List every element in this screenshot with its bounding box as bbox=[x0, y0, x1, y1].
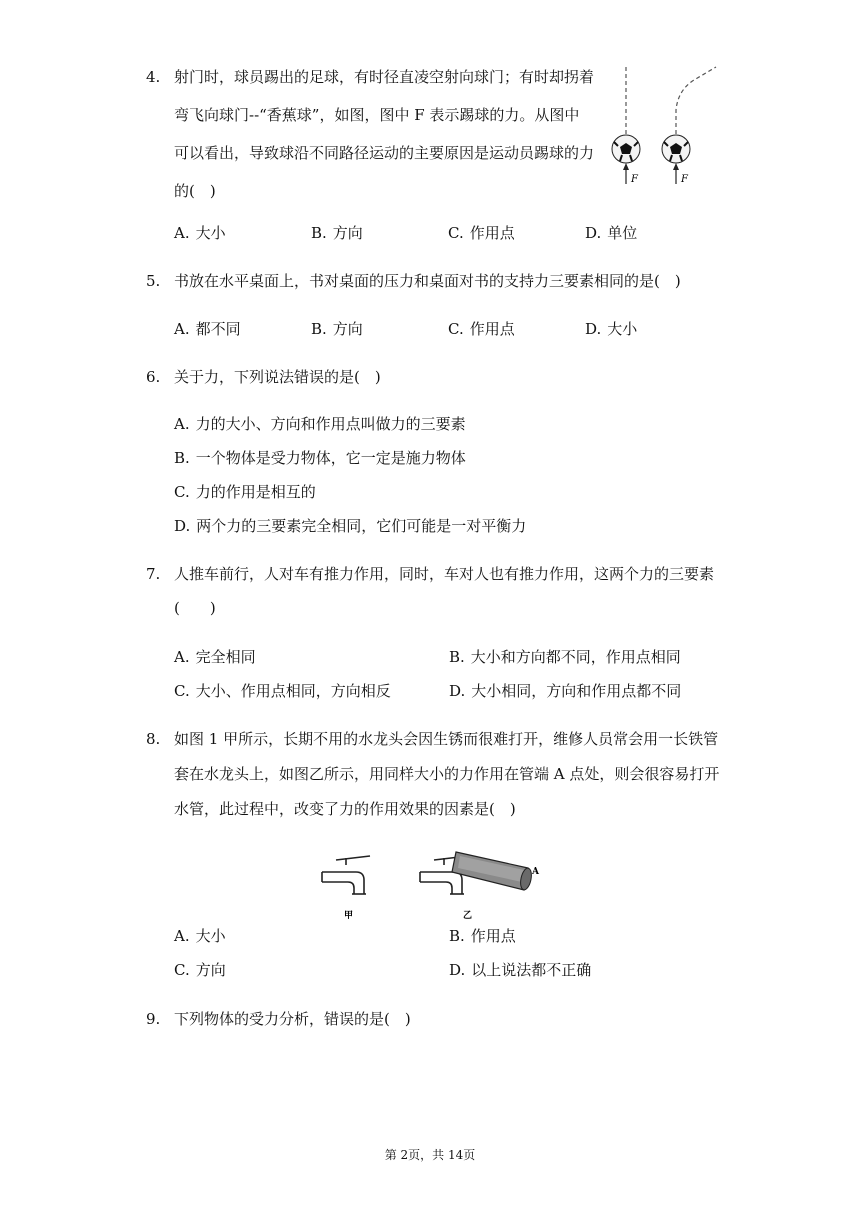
option-d[interactable]: D. 单位 bbox=[585, 224, 638, 242]
question-line: 如图 1 甲所示，长期不用的水龙头会因生锈而很难打开，维修人员常会用一长铁管 bbox=[174, 730, 719, 748]
option-b[interactable]: B. 方向 bbox=[311, 224, 363, 242]
faucet-icon bbox=[322, 856, 370, 894]
question-line: 的( ) bbox=[174, 182, 216, 200]
option-d[interactable]: D. 大小相同，方向和作用点都不同 bbox=[449, 682, 682, 700]
question-text: 关于力，下列说法错误的是( ) bbox=[174, 368, 381, 386]
option-c[interactable]: C. 大小、作用点相同，方向相反 bbox=[174, 682, 391, 700]
force-label: F bbox=[631, 174, 638, 185]
option-a[interactable]: A. 都不同 bbox=[174, 320, 241, 338]
question-text: 下列物体的受力分析，错误的是( ) bbox=[174, 1010, 411, 1028]
option-a[interactable]: A. 大小 bbox=[174, 927, 226, 945]
question-number: 7. bbox=[146, 565, 161, 583]
option-d[interactable]: D. 大小 bbox=[585, 320, 638, 338]
option-b[interactable]: B. 方向 bbox=[311, 320, 363, 338]
force-label: F bbox=[681, 174, 688, 185]
question-text bbox=[174, 62, 604, 214]
question-8 bbox=[146, 724, 726, 829]
page-footer: 第 2页，共 14页 bbox=[384, 1148, 476, 1162]
question-line: 套在水龙头上，如图乙所示，用同样大小的力作用在管端 A 点处，则会很容易打开 bbox=[174, 765, 720, 783]
question-number: 4. bbox=[146, 68, 161, 86]
question-5 bbox=[146, 266, 726, 296]
option-b[interactable]: B. 一个物体是受力物体，它一定是施力物体 bbox=[174, 449, 466, 467]
faucet-figure bbox=[318, 838, 548, 922]
question-line: ( ) bbox=[174, 599, 216, 617]
options-q8 bbox=[174, 919, 734, 987]
figure-label-jia: 甲 bbox=[344, 911, 354, 921]
question-line: 水管，此过程中，改变了力的作用效果的因素是( ) bbox=[174, 800, 516, 818]
question-text bbox=[174, 559, 726, 627]
question-text: 书放在水平桌面上，书对桌面的压力和桌面对书的支持力三要素相同的是( ) bbox=[174, 272, 681, 290]
option-c[interactable]: C. 作用点 bbox=[448, 320, 515, 338]
option-b[interactable]: B. 作用点 bbox=[449, 927, 516, 945]
option-a[interactable]: A. 完全相同 bbox=[174, 648, 256, 666]
question-line: 弯飞向球门--“香蕉球”，如图，图中 F 表示踢球的力。从图中 bbox=[174, 106, 580, 124]
question-line: 可以看出，导致球沿不同路径运动的主要原因是运动员踢球的力 bbox=[174, 144, 595, 162]
iron-pipe-icon bbox=[452, 852, 533, 891]
option-a[interactable]: A. 力的大小、方向和作用点叫做力的三要素 bbox=[174, 415, 466, 433]
question-7 bbox=[146, 559, 726, 627]
point-a-label: A bbox=[532, 867, 539, 877]
football-icon bbox=[612, 135, 640, 163]
question-number: 9. bbox=[146, 1010, 161, 1028]
option-b[interactable]: B. 大小和方向都不同，作用点相同 bbox=[449, 648, 681, 666]
question-line: 射门时，球员踢出的足球，有时径直凌空射向球门；有时却拐着 bbox=[174, 68, 595, 86]
option-c[interactable]: C. 作用点 bbox=[448, 224, 515, 242]
option-c[interactable]: C. 方向 bbox=[174, 961, 226, 979]
question-number: 8. bbox=[146, 730, 161, 748]
options-q6 bbox=[174, 407, 526, 543]
option-d[interactable]: D. 两个力的三要素完全相同，它们可能是一对平衡力 bbox=[174, 517, 527, 535]
question-text bbox=[174, 724, 726, 829]
figure-label-yi: 乙 bbox=[463, 911, 473, 921]
options-q7 bbox=[174, 640, 734, 708]
options-q4 bbox=[174, 222, 734, 243]
football-figure bbox=[604, 62, 724, 192]
question-line: 人推车前行，人对车有推力作用，同时，车对人也有推力作用，这两个力的三要素 bbox=[174, 565, 715, 583]
option-d[interactable]: D. 以上说法都不正确 bbox=[449, 961, 592, 979]
option-c[interactable]: C. 力的作用是相互的 bbox=[174, 483, 316, 501]
question-9 bbox=[146, 1004, 726, 1034]
question-number: 5. bbox=[146, 272, 161, 290]
option-a[interactable]: A. 大小 bbox=[174, 224, 226, 242]
question-6 bbox=[146, 362, 726, 392]
football-icon bbox=[662, 135, 690, 163]
options-q5 bbox=[174, 318, 734, 339]
question-number: 6. bbox=[146, 368, 161, 386]
